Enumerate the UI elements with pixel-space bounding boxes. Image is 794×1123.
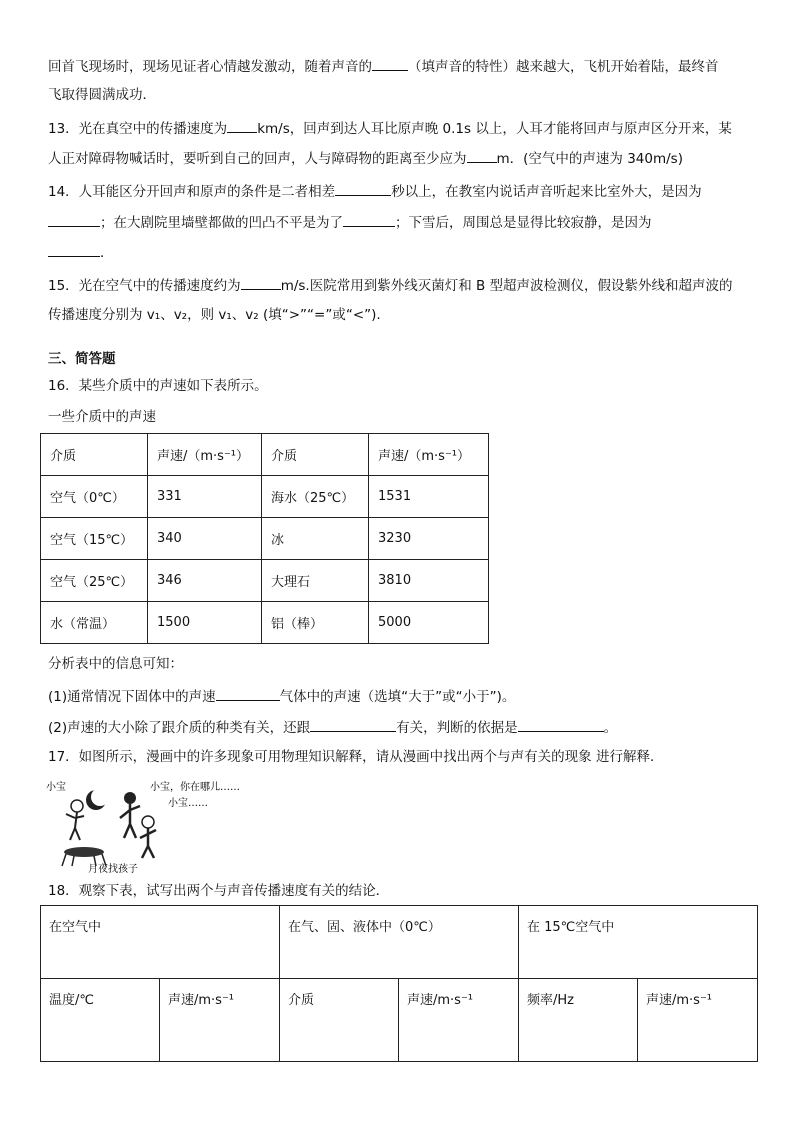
q15-text-c: 传播速度分别为 v₁、v₂，则 v₁、v₂ (填“>”“=”或“<”). [48,307,381,323]
trampoline-shape [64,847,104,857]
q13-text-a: 13．光在真空中的传播速度为 [48,121,228,137]
q12-text-c: 飞取得圆满成功． [48,87,156,103]
adult-figure [142,816,154,828]
answer-blank[interactable] [335,181,391,196]
cartoon-illustration [44,776,254,876]
table-cell: 空气（0℃） [41,476,148,518]
table-cell: 3810 [369,560,489,602]
adult-figure [124,792,136,804]
section-heading: 三、简答题 [48,351,116,367]
answer-blank[interactable] [216,686,280,701]
table-header-row [41,906,758,979]
answer-blank[interactable] [241,275,281,290]
q13-line-2 [48,148,683,168]
table-cell: 346 [148,560,262,602]
table-row [41,602,489,644]
sound-speed-table [40,433,489,644]
table-cell: 5000 [369,602,489,644]
column-header: 声速/m·s⁻¹ [399,979,519,1062]
table-row [41,560,489,602]
q16-sub2-text-a: (2)声速的大小除了跟介质的种类有关，还跟 [48,720,311,736]
header-cell: 声速/（m·s⁻¹） [369,434,489,476]
table-cell: 3230 [369,518,489,560]
table-cell: 1500 [148,602,262,644]
q12-line-1 [48,56,719,76]
answer-blank[interactable] [467,148,497,163]
column-header: 声速/m·s⁻¹ [638,979,758,1062]
q15-text-a: 15．光在空气中的传播速度约为 [48,278,241,294]
cartoon-label: 小宝…… [168,798,208,809]
q13-line-1 [48,118,732,138]
group-header: 在 15℃空气中 [519,906,758,979]
table-row [41,476,489,518]
table-row [41,979,758,1062]
q14-text-e: ． [100,245,114,261]
table-row [41,518,489,560]
column-header: 温度/℃ [41,979,160,1062]
q16-sub1-text-a: (1)通常情况下固体中的声速 [48,689,216,705]
cartoon-label: 小宝 [46,782,66,793]
q16-sub1-text-b: 气体中的声速（选填“大于”或“小于”)。 [279,689,516,705]
q16-sub2 [48,717,617,737]
child-figure [66,812,84,840]
table-cell: 冰 [262,518,369,560]
cartoon-label: 小宝，你在哪儿…… [150,782,240,793]
table-cell: 空气（25℃） [41,560,148,602]
answer-blank[interactable] [343,212,395,227]
q12-text-b: （填声音的特性）越来越大，飞机开始着陆，最终首 [408,59,719,75]
q13-text-c: 人正对障碍物喊话时，要听到自己的回声，人与障碍物的距离至少应为 [48,151,467,167]
table-cell: 1531 [369,476,489,518]
table-header-row [41,434,489,476]
group-header: 在气、固、液体中（0℃） [280,906,519,979]
cartoon-caption: 月夜找孩子 [88,864,138,875]
q15-line-2 [48,306,381,324]
q16-analysis: 分析表中的信息可知： [48,656,183,672]
group-header: 在空气中 [41,906,280,979]
table-cell: 大理石 [262,560,369,602]
q15-text-b: m/s.医院常用到紫外线灭菌灯和 B 型超声波检测仪，假设紫外线和超声波的 [280,278,733,294]
q16-sub1 [48,686,515,706]
header-cell: 介质 [41,434,148,476]
column-header: 声速/m·s⁻¹ [160,979,280,1062]
q12-line-2 [48,86,156,104]
answer-blank[interactable] [227,118,257,133]
answer-blank[interactable] [48,212,100,227]
adult-figure [120,804,140,838]
q16-intro: 16．某些介质中的声速如下表所示。 [48,378,268,394]
answer-blank[interactable] [518,717,604,732]
table-cell: 铝（棒） [262,602,369,644]
q14-line-3 [48,242,114,262]
q12-text-a: 回首飞现场时，现场见证者心情越发激动，随着声音的 [48,59,372,75]
q16-sub2-text-c: 。 [603,720,618,736]
q13-text-d: m．(空气中的声速为 340m/s) [496,151,683,167]
table-cell: 340 [148,518,262,560]
q14-line-1 [48,181,702,201]
observation-table [40,905,758,1062]
column-header: 频率/Hz [519,979,638,1062]
moon-shape [91,788,109,806]
answer-blank[interactable] [48,242,100,257]
adult-figure [140,828,156,858]
table-cell: 空气（15℃） [41,518,148,560]
answer-blank[interactable] [372,56,408,71]
header-cell: 介质 [262,434,369,476]
q14-line-2 [48,212,652,232]
q18-text: 18．观察下表，试写出两个与声音传播速度有关的结论． [48,883,390,899]
q14-text-b: 秒以上，在教室内说话声音听起来比室外大，是因为 [391,184,702,200]
table-cell: 海水（25℃） [262,476,369,518]
q13-text-b: km/s，回声到达人耳比原声晚 0.1s 以上，人耳才能将回声与原声区分开来，某 [257,121,732,137]
header-cell: 声速/（m·s⁻¹） [148,434,262,476]
q14-text-a: 14．人耳能区分开回声和原声的条件是二者相差 [48,184,336,200]
q14-text-c: ；在大剧院里墙壁都做的凹凸不平是为了 [100,215,343,231]
q15-line-1 [48,275,733,295]
child-figure [71,800,83,812]
answer-blank[interactable] [310,717,396,732]
table-cell: 水（常温） [41,602,148,644]
table-caption: 一些介质中的声速 [48,409,156,425]
table-cell: 331 [148,476,262,518]
q17-text: 17．如图所示，漫画中的许多现象可用物理知识解释，请从漫画中找出两个与声有关的现象 进行解释． [48,749,664,765]
q16-sub2-text-b: 有关，判断的依据是 [396,720,518,736]
q14-text-d: ；下雪后，周围总是显得比较寂静，是因为 [395,215,652,231]
column-header: 介质 [280,979,399,1062]
